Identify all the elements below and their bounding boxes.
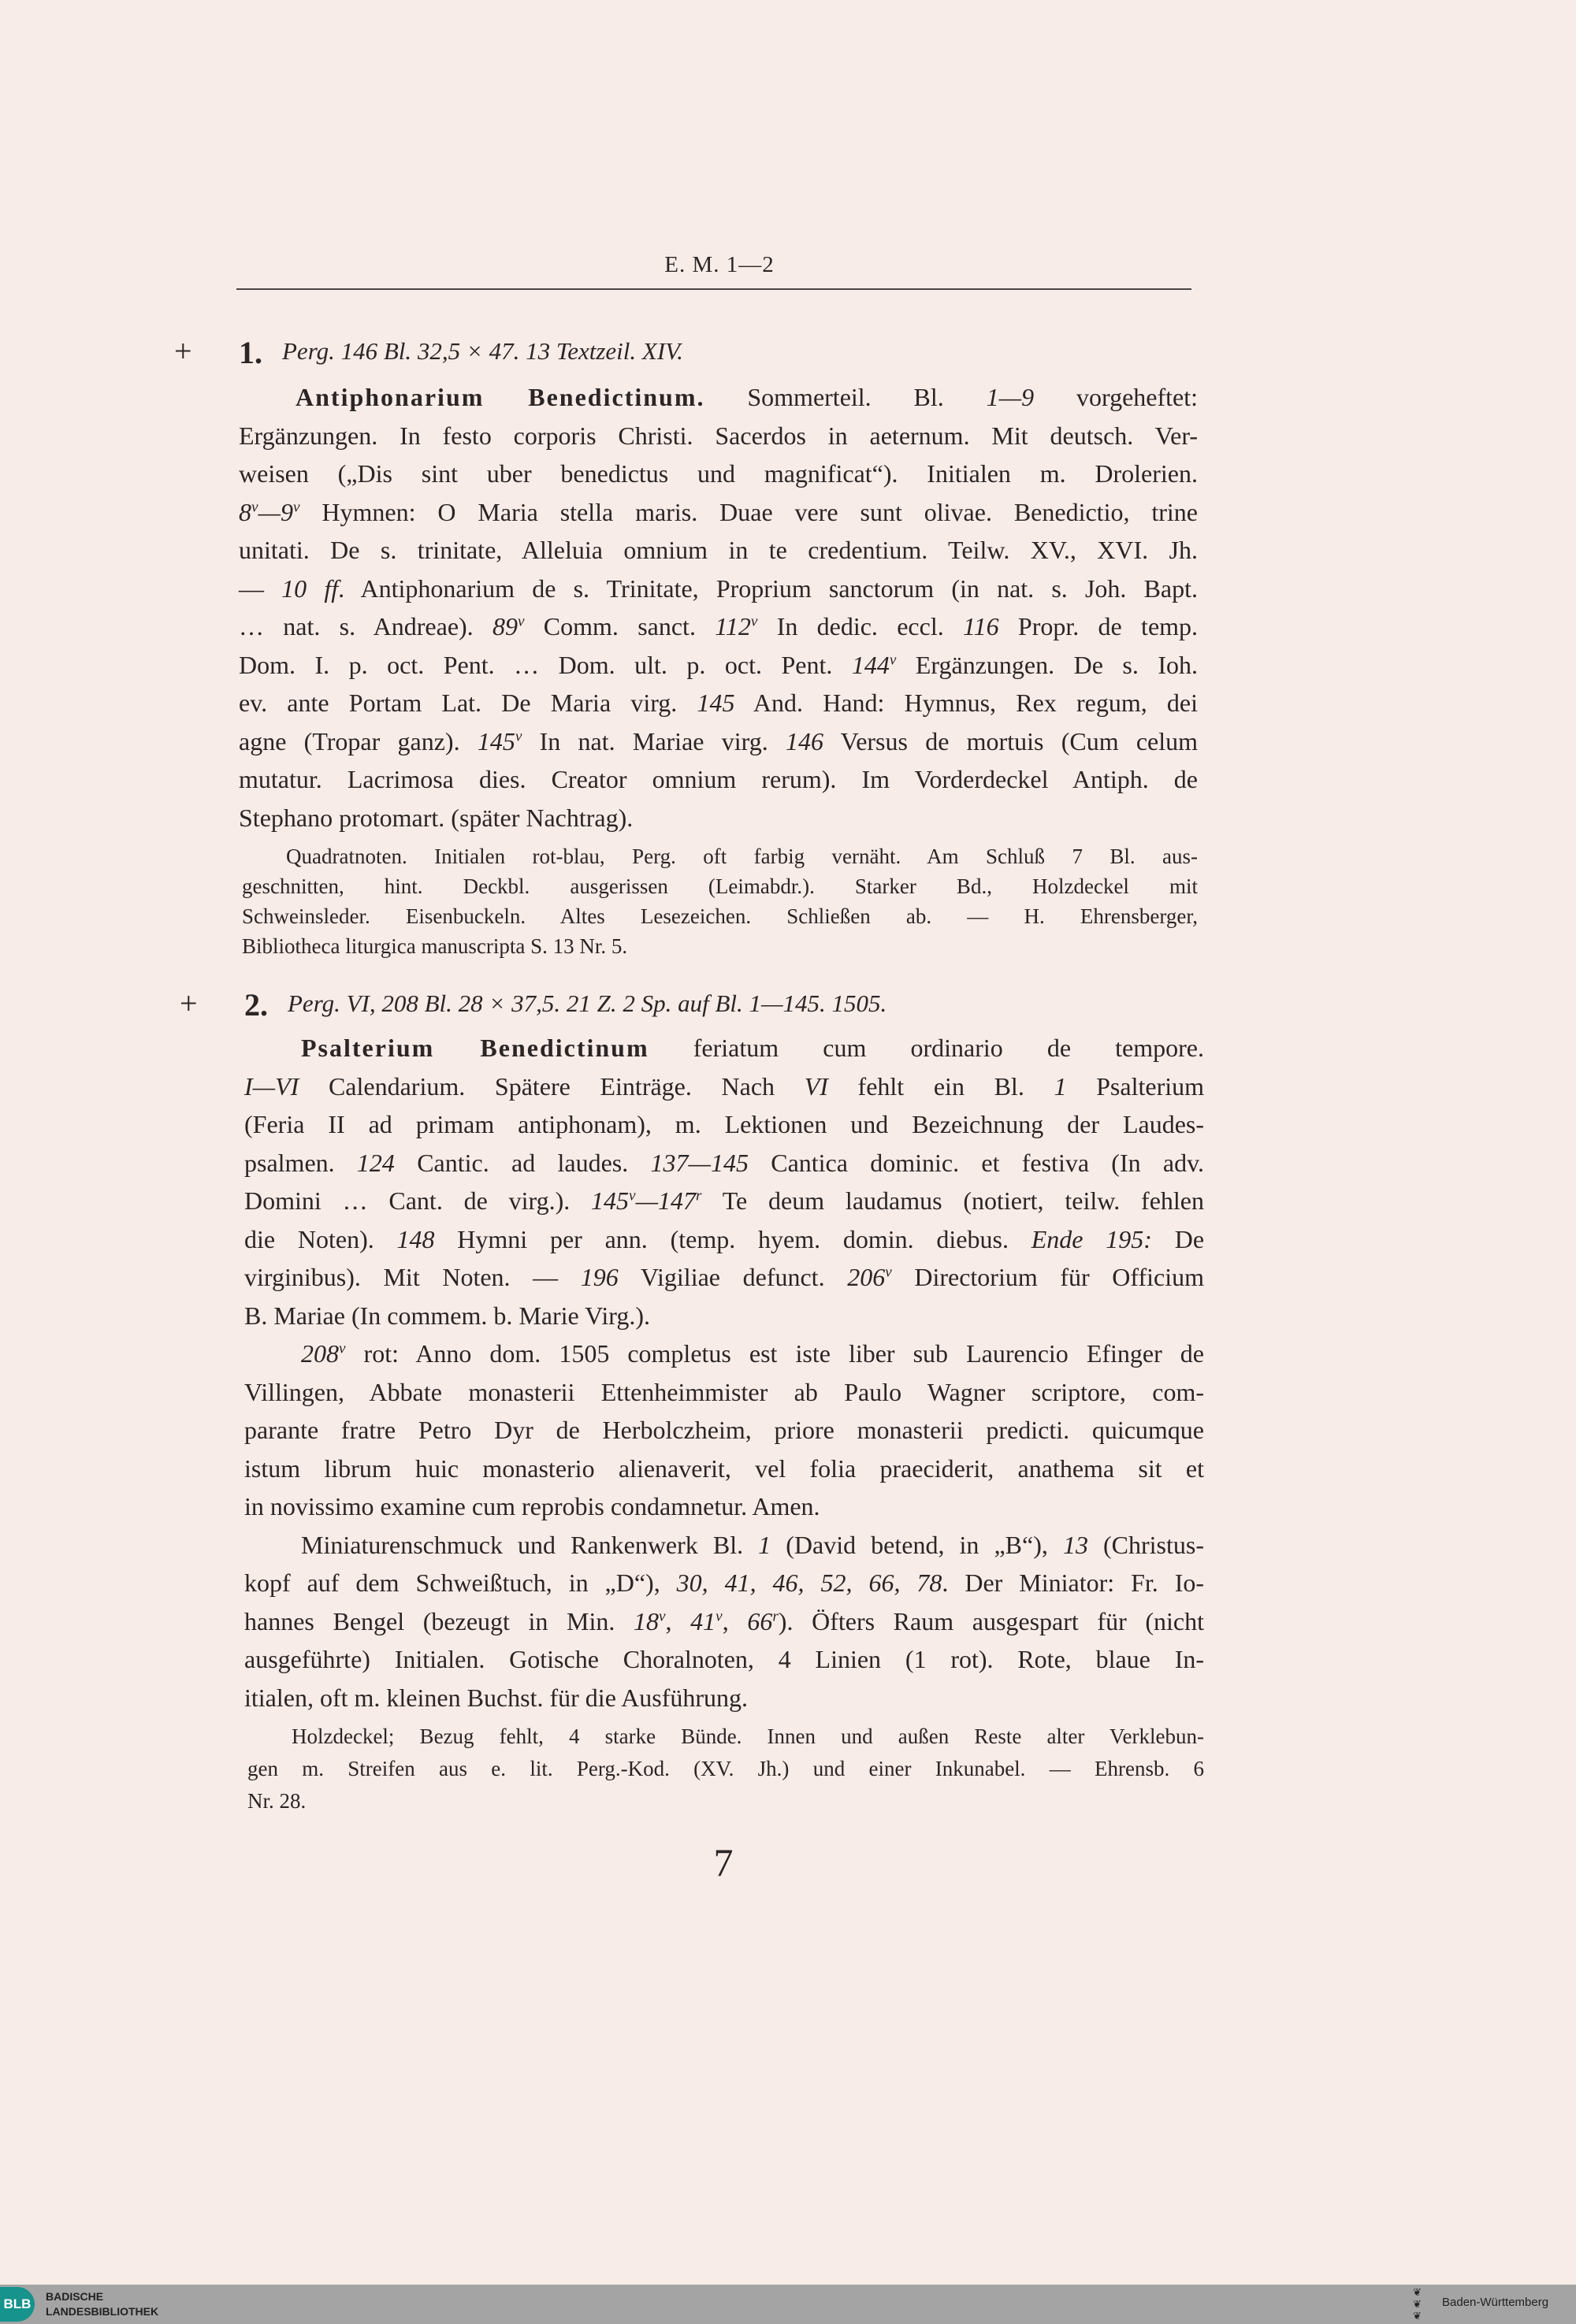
text-segment: Sommerteil. Bl.: [704, 383, 987, 411]
text-segment: . Der Miniator: Fr. Io-: [942, 1569, 1205, 1597]
folio-reference: 41: [690, 1606, 716, 1635]
text-segment: De: [1151, 1224, 1205, 1253]
folio-reference: 148: [396, 1224, 435, 1253]
text-line: [244, 1105, 1204, 1144]
folio-side-superscript: v: [251, 498, 258, 515]
blb-logo[interactable]: BLB: [0, 2287, 35, 2322]
folio-reference: 137—145: [650, 1148, 749, 1177]
folio-side-superscript: v: [339, 1340, 346, 1357]
text-line: [244, 1297, 1204, 1335]
text-line: [242, 901, 1198, 931]
text-line: [239, 417, 1198, 455]
text-segment: Holzdeckel; Bezug fehlt, 4 starke Bünde. Innen und außen Reste alter Verklebun-: [292, 1724, 1204, 1748]
folio-side-superscript: v: [885, 1264, 892, 1281]
text-segment: . Antiphonarium de s. Trinitate, Proprium sanctorum (in nat. s. Joh. Bapt.: [338, 574, 1199, 603]
folio-reference: 196: [580, 1263, 619, 1291]
entry-number: 2.: [244, 987, 268, 1023]
work-title: Antiphonarium Benedictinum.: [296, 383, 705, 411]
description-paragraph: [244, 1335, 1204, 1526]
text-segment: Directorium für Officium: [891, 1263, 1205, 1291]
text-line: [247, 1753, 1204, 1785]
text-segment: virginibus). Mit Noten. —: [244, 1263, 581, 1291]
folio-reference: 145: [591, 1186, 630, 1215]
text-segment: weisen („Dis sint uber benedictus und magnificat“). Initialen m. Drolerien.: [239, 459, 1198, 488]
text-segment: kopf auf dem Schweißtuch, in „D“),: [244, 1569, 677, 1597]
folio-side-superscript: v: [750, 613, 758, 630]
text-segment: Dom. I. p. oct. Pent. … Dom. ult. p. oct. Pent.: [239, 650, 852, 679]
text-line: [244, 1220, 1204, 1259]
text-segment: And. Hand: Hymnus, Rex regum, dei: [734, 689, 1199, 717]
text-segment: Hymni per ann. (temp. hyem. domin. diebus.: [434, 1224, 1031, 1253]
entry-physical-description: Perg. VI, 208 Bl. 28 × 37,5. 21 Z. 2 Sp. auf Bl. 1—145. 1505.: [288, 989, 887, 1017]
text-segment: Cantica dominic. et festiva (In adv.: [748, 1148, 1205, 1177]
text-segment: ausgeführte) Initialen. Gotische Choralnoten, 4 Linien (1 rot). Rote, blaue In-: [244, 1645, 1204, 1673]
folio-side-superscript: v: [292, 498, 300, 515]
description-paragraph: [244, 1029, 1204, 1335]
header-rule: [236, 288, 1191, 290]
text-segment: (Feria II ad primam antiphonam), m. Lektionen und Bezeichnung der Laudes-: [244, 1110, 1204, 1138]
footer-bar: [0, 2285, 1576, 2324]
folio-reference: 1: [1054, 1071, 1067, 1101]
text-segment: hannes Bengel (bezeugt in Min.: [244, 1606, 634, 1635]
folio-reference: 145: [697, 689, 735, 717]
text-line: [244, 1373, 1204, 1412]
text-segment: ,: [722, 1606, 748, 1635]
text-line: [242, 871, 1198, 901]
folio-reference: 66: [747, 1606, 773, 1635]
text-segment: (David betend, in „B“),: [771, 1530, 1063, 1559]
text-line: [242, 841, 1198, 871]
text-line: [239, 570, 1198, 608]
text-segment: Stephano protomart. (später Nachtrag).: [239, 803, 634, 832]
baden-wuerttemberg-label[interactable]: Baden-Württemberg: [1442, 2296, 1549, 2309]
text-segment: Miniaturenschmuck und Rankenwerk Bl.: [301, 1530, 759, 1559]
text-line: [244, 1487, 1204, 1526]
text-line: [239, 722, 1198, 761]
text-segment: Te deum laudamus (notiert, teilw. fehlen: [701, 1186, 1205, 1215]
text-segment: … nat. s. Andreae).: [239, 612, 492, 640]
text-line: [244, 1679, 1204, 1717]
folio-reference: 116: [963, 612, 999, 640]
page-number: 7: [713, 1840, 734, 1884]
text-segment: in novissimo examine cum reprobis condamnetur. Amen.: [244, 1492, 820, 1520]
text-segment: die Noten).: [244, 1224, 397, 1253]
folio-side-superscript: v: [629, 1187, 636, 1205]
text-segment: Versus de mortuis (Cum celum: [823, 726, 1199, 755]
library-name-line2: LANDESBIBLIOTHEK: [46, 2305, 159, 2318]
text-segment: Vigiliae defunct.: [618, 1263, 848, 1291]
folio-reference: VI: [804, 1071, 828, 1101]
running-title: E. M. 1—2: [664, 252, 775, 277]
folio-reference: 146: [785, 726, 823, 755]
text-segment: istum librum huic monasterio alienaverit, vel folia praeciderit, anathema sit et: [244, 1453, 1204, 1483]
text-segment: itialen, oft m. kleinen Buchst. für die Ausführung.: [244, 1683, 748, 1712]
folio-reference: 89: [492, 612, 518, 640]
library-name: [46, 2289, 158, 2319]
folio-side-superscript: r: [696, 1187, 702, 1205]
text-segment: (Christus-: [1087, 1530, 1205, 1559]
text-segment: parante fratre Petro Dyr de Herbolczheim, priore monasterii predicti. quicumque: [244, 1416, 1204, 1444]
lion-coat-of-arms-icon: ❦ ❦ ❦: [1413, 2286, 1422, 2322]
text-line: [244, 1144, 1204, 1182]
catalog-entry: [174, 329, 1199, 961]
folio-reference: 18: [634, 1606, 660, 1635]
folio-reference: 208: [301, 1339, 339, 1368]
folio-reference: —9: [258, 497, 293, 526]
text-line: [239, 455, 1198, 493]
folio-reference: 112: [715, 612, 751, 640]
folio-side-superscript: v: [716, 1607, 723, 1624]
binding-note: [244, 1721, 1204, 1817]
text-line: [239, 646, 1198, 685]
folio-side-superscript: r: [772, 1607, 779, 1624]
text-segment: geschnitten, hint. Deckbl. ausgerissen (Leimabdr.). Starker Bd., Holzdeckel mit: [242, 874, 1198, 898]
text-line: [239, 531, 1198, 570]
catalog-entry: [180, 982, 1205, 1817]
text-segment: agne (Tropar ganz).: [239, 726, 478, 755]
text-line: [244, 1602, 1204, 1641]
text-segment: Propr. de temp.: [998, 612, 1199, 640]
text-segment: ,: [665, 1606, 691, 1635]
text-line: [244, 1067, 1204, 1106]
text-segment: Ergänzungen. In festo corporis Christi. Sacerdos in aeternum. Mit deutsch. Ver-: [239, 421, 1198, 450]
entry-physical-description: Perg. 146 Bl. 32,5 × 47. 13 Textzeil. XIV.: [282, 337, 683, 365]
plus-marker-icon: +: [174, 333, 192, 369]
text-segment: Nr. 28.: [247, 1789, 307, 1813]
folio-reference: I—VI: [244, 1071, 299, 1101]
work-title: Psalterium Benedictinum: [301, 1034, 649, 1062]
text-line: [244, 1182, 1204, 1220]
text-line: [244, 1564, 1204, 1602]
text-line: [247, 1785, 1204, 1817]
text-line: [244, 1411, 1204, 1450]
text-segment: fehlt ein Bl.: [827, 1071, 1054, 1101]
text-segment: vorgeheftet:: [1034, 383, 1199, 411]
folio-reference: 8: [239, 497, 251, 526]
plus-marker-icon: +: [180, 986, 198, 1021]
folio-reference: 13: [1062, 1530, 1088, 1559]
folio-reference: 10 ff: [281, 574, 339, 603]
text-segment: unitati. De s. trinitate, Alleluia omnium in te credentium. Teilw. XV., XVI. Jh.: [239, 536, 1198, 564]
folio-reference: 124: [356, 1148, 395, 1177]
binding-note: [239, 841, 1198, 961]
text-segment: —: [239, 574, 282, 603]
text-line: [239, 378, 1198, 417]
text-line: [247, 1721, 1204, 1753]
text-segment: In dedic. eccl.: [757, 612, 964, 640]
folio-reference: 1: [758, 1530, 771, 1559]
text-segment: Quadratnoten. Initialen rot-blau, Perg. oft farbig vernäht. Am Schluß 7 Bl. aus-: [286, 845, 1198, 868]
text-segment: feriatum cum ordinario de tempore.: [649, 1034, 1205, 1062]
folio-reference: 145: [477, 726, 515, 755]
text-segment: gen m. Streifen aus e. lit. Perg.-Kod. (XV. Jh.) und einer Inkunabel. — Ehrensb. 6: [247, 1757, 1204, 1780]
text-line: [239, 607, 1198, 646]
text-segment: mutatur. Lacrimosa dies. Creator omnium rerum). Im Vorderdeckel Antiph. de: [239, 765, 1198, 793]
entry-heading: [174, 329, 1198, 373]
text-segment: Cantic. ad laudes.: [394, 1148, 651, 1177]
text-line: [239, 684, 1198, 722]
folio-side-superscript: v: [515, 727, 522, 744]
folio-reference: Ende 195:: [1031, 1224, 1152, 1253]
entry-number: 1.: [239, 335, 262, 370]
text-line: [239, 760, 1198, 799]
folio-reference: 30, 41, 46, 52, 66, 78: [676, 1569, 942, 1597]
folio-side-superscript: v: [517, 613, 525, 630]
folio-side-superscript: v: [659, 1607, 666, 1624]
folio-reference: —147: [635, 1186, 697, 1215]
text-line: [244, 1335, 1204, 1373]
library-name-line1: BADISCHE: [46, 2290, 104, 2303]
text-segment: Bibliotheca liturgica manuscripta S. 13 Nr. 5.: [242, 934, 628, 958]
text-segment: Psalterium: [1066, 1071, 1205, 1101]
text-segment: Domini … Cant. de virg.).: [244, 1186, 592, 1215]
text-segment: Comm. sanct.: [524, 612, 716, 640]
text-line: [244, 1526, 1204, 1565]
text-segment: Ergänzungen. De s. Ioh.: [896, 650, 1199, 679]
folio-reference: 144: [851, 650, 890, 679]
entry-heading: [180, 982, 1204, 1026]
text-segment: ev. ante Portam Lat. De Maria virg.: [239, 689, 697, 717]
text-line: [239, 493, 1198, 532]
text-segment: B. Mariae (In commem. b. Marie Virg.).: [244, 1301, 650, 1330]
text-segment: In nat. Mariae virg.: [522, 726, 786, 755]
text-segment: ). Öfters Raum ausgespart für (nicht: [778, 1606, 1204, 1635]
text-segment: Villingen, Abbate monasterii Ettenheimmister ab Paulo Wagner scriptore, com-: [244, 1377, 1204, 1406]
description-paragraph: [239, 378, 1198, 837]
text-segment: Calendarium. Spätere Einträge. Nach: [299, 1071, 805, 1101]
text-segment: Schweinsleder. Eisenbuckeln. Altes Lesezeichen. Schließen ab. — H. Ehrensberger,: [242, 904, 1198, 928]
text-line: [244, 1029, 1204, 1067]
text-line: [244, 1258, 1204, 1297]
text-segment: Hymnen: O Maria stella maris. Duae vere sunt olivae. Benedictio, trine: [299, 497, 1198, 526]
text-line: [239, 799, 1198, 837]
text-line: [244, 1450, 1204, 1488]
text-segment: rot: Anno dom. 1505 completus est iste liber sub Laurencio Efinger de: [345, 1339, 1204, 1368]
text-line: [244, 1640, 1204, 1679]
folio-reference: 1—9: [986, 383, 1035, 411]
folio-side-superscript: v: [889, 651, 897, 668]
folio-reference: 206: [847, 1263, 886, 1291]
description-paragraph: [244, 1526, 1204, 1717]
text-line: [242, 931, 1198, 961]
text-segment: psalmen.: [244, 1148, 357, 1177]
